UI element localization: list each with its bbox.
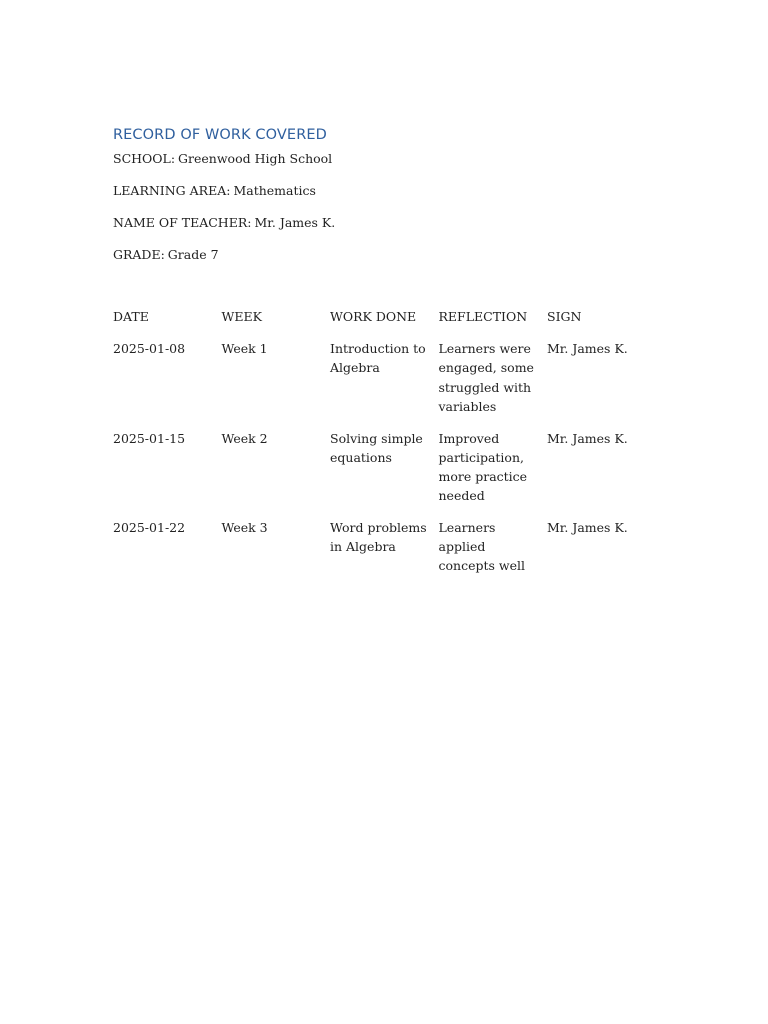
- grade-line: [113, 246, 673, 264]
- school-line: [113, 150, 673, 168]
- table-row: [113, 339, 657, 428]
- cell-reflection: [439, 518, 548, 588]
- cell-work-done: [330, 429, 439, 518]
- header-work-done: WORK DONE: [330, 309, 417, 324]
- school-value: Greenwood High School: [178, 151, 333, 166]
- cell-work-done-text: Solving simple equations: [330, 430, 423, 465]
- cell-reflection-text: Learners were engaged, some struggled with variables: [438, 341, 534, 414]
- cell-week: Week 3: [221, 519, 268, 535]
- cell-week: Week 2: [221, 430, 268, 446]
- cell-reflection-text: Learners applied concepts well: [438, 519, 525, 574]
- learning-area-value: Mathematics: [233, 183, 316, 198]
- document-page: [113, 124, 673, 588]
- cell-sign: Mr. James K.: [547, 341, 628, 357]
- learning-area-line: [113, 182, 673, 200]
- learning-area-label: LEARNING AREA:: [113, 183, 231, 198]
- cell-work-done: [330, 518, 439, 588]
- cell-date: 2025-01-08: [113, 341, 186, 357]
- grade-label: GRADE:: [113, 247, 165, 262]
- teacher-value: Mr. James K.: [254, 215, 336, 230]
- cell-reflection: [439, 339, 548, 428]
- grade-value: Grade 7: [167, 247, 219, 262]
- table-row: [113, 518, 657, 588]
- work-record-table: [113, 307, 657, 588]
- header-reflection: REFLECTION: [438, 309, 528, 324]
- cell-sign: Mr. James K.: [547, 430, 628, 446]
- cell-date: 2025-01-15: [113, 430, 186, 446]
- school-label: SCHOOL:: [113, 151, 176, 166]
- header-sign: SIGN: [547, 309, 582, 324]
- cell-sign: Mr. James K.: [547, 519, 628, 535]
- table-header-row: [113, 307, 657, 339]
- header-week: WEEK: [221, 309, 262, 324]
- cell-week: Week 1: [221, 341, 268, 357]
- cell-work-done-text: Word problems in Algebra: [330, 519, 427, 555]
- header-date: DATE: [113, 309, 149, 324]
- cell-work-done-text: Introduction to Algebra: [330, 341, 426, 376]
- teacher-label: NAME OF TEACHER:: [113, 215, 252, 230]
- cell-reflection: [439, 429, 548, 518]
- cell-work-done: [330, 339, 439, 428]
- cell-date: 2025-01-22: [113, 519, 186, 535]
- cell-reflection-text: Improved participation, more practice needed: [438, 430, 528, 504]
- table-row: [113, 429, 657, 518]
- teacher-line: [113, 214, 673, 232]
- document-title: RECORD OF WORK COVERED: [113, 127, 327, 143]
